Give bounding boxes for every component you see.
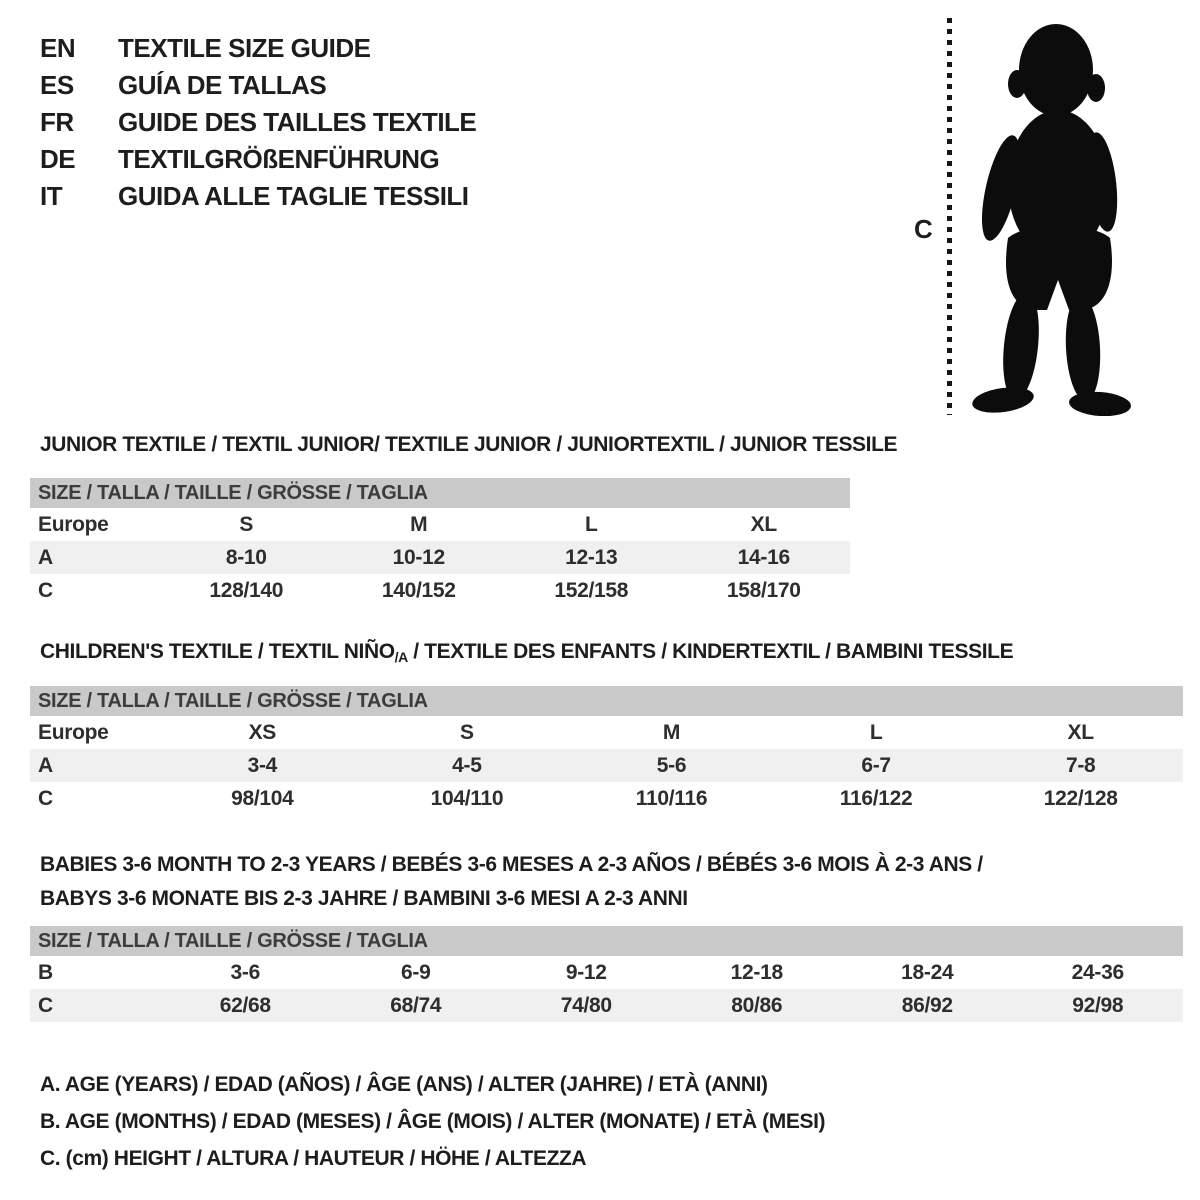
value-cell: 4-5 xyxy=(452,753,482,777)
value-cell: 12-13 xyxy=(565,545,618,569)
value-cell: 92/98 xyxy=(1072,993,1124,1017)
value-cell: 9-12 xyxy=(565,960,607,984)
babies-size-bar: SIZE / TALLA / TAILLE / GRÖSSE / TAGLIA xyxy=(30,926,1183,956)
silhouette-head xyxy=(1019,24,1093,116)
size-header-cell: L xyxy=(869,720,883,744)
language-code: FR xyxy=(40,107,74,137)
value-cell: 14-16 xyxy=(737,545,790,569)
value-cell: 98/104 xyxy=(231,786,294,810)
silhouette-left-ear xyxy=(1008,70,1026,98)
row-label: A xyxy=(38,545,53,569)
measurement-legend xyxy=(40,1066,825,1177)
size-header-cell: S xyxy=(239,512,254,536)
babies-section-heading xyxy=(40,848,983,916)
language-code: EN xyxy=(40,33,76,63)
babies-heading-line1: BABIES 3-6 MONTH TO 2-3 YEARS / BEBÉS 3-6 MESES A 2-3 AÑOS / BÉBÉS 3-6 MOIS À 2-3 ANS / xyxy=(40,853,983,876)
value-cell: 24-36 xyxy=(1071,960,1124,984)
value-cell: 12-18 xyxy=(730,960,783,984)
value-cell: 10-12 xyxy=(392,545,445,569)
language-row-fr xyxy=(40,104,476,141)
children-size-bar: SIZE / TALLA / TAILLE / GRÖSSE / TAGLIA xyxy=(30,686,1183,716)
value-cell: 6-9 xyxy=(401,960,431,984)
size-header-cell: XL xyxy=(750,512,777,536)
height-measure-dashed-line xyxy=(947,18,952,415)
junior-table-header-row xyxy=(30,508,850,541)
language-row-en xyxy=(40,30,476,67)
junior-height-row xyxy=(30,574,850,607)
size-header-cell: M xyxy=(662,720,681,744)
junior-age-row xyxy=(30,541,850,574)
value-cell: 86/92 xyxy=(901,993,953,1017)
babies-age-row xyxy=(30,956,1183,989)
row-label: B xyxy=(38,960,53,984)
junior-size-table xyxy=(30,478,850,607)
children-table-header-row xyxy=(30,716,1183,749)
junior-size-bar: SIZE / TALLA / TAILLE / GRÖSSE / TAGLIA xyxy=(30,478,850,508)
children-heading-pre: CHILDREN'S TEXTILE / TEXTIL NIÑO xyxy=(40,640,395,663)
children-height-row xyxy=(30,782,1183,815)
row-label: A xyxy=(38,753,53,777)
value-cell: 140/152 xyxy=(381,578,456,602)
legend-line-a: A. AGE (YEARS) / EDAD (AÑOS) / ÂGE (ANS) / ALTER (JAHRE) / ETÀ (ANNI) xyxy=(40,1072,768,1096)
row-label: C xyxy=(38,786,53,810)
value-cell: 7-8 xyxy=(1065,753,1096,777)
row-label: C xyxy=(38,578,53,602)
value-cell: 3-6 xyxy=(230,960,260,984)
silhouette-right-leg xyxy=(1063,294,1103,402)
value-cell: 104/110 xyxy=(430,786,504,810)
junior-section-heading: JUNIOR TEXTILE / TEXTIL JUNIOR/ TEXTILE JUNIOR / JUNIORTEXTIL / JUNIOR TESSILE xyxy=(40,433,898,456)
children-heading-post: / TEXTILE DES ENFANTS / KINDERTEXTIL / BAMBINI TESSILE xyxy=(407,640,1014,663)
region-header-cell: Europe xyxy=(38,720,109,744)
value-cell: 158/170 xyxy=(726,578,801,602)
size-header-cell: XL xyxy=(1067,720,1094,744)
height-measure-label: C xyxy=(914,214,933,244)
value-cell: 116/122 xyxy=(839,786,913,810)
size-header-cell: L xyxy=(584,512,598,536)
value-cell: 8-10 xyxy=(225,545,267,569)
language-title: TEXTILGRÖßENFÜHRUNG xyxy=(118,144,440,174)
language-title: GUIDE DES TAILLES TEXTILE xyxy=(118,107,477,137)
children-heading-sub: /A xyxy=(394,649,408,665)
value-cell: 128/140 xyxy=(209,578,284,602)
value-cell: 74/80 xyxy=(560,993,612,1017)
toddler-silhouette-figure xyxy=(963,16,1138,416)
language-title: GUÍA DE TALLAS xyxy=(118,70,327,100)
value-cell: 5-6 xyxy=(656,753,687,777)
size-header-cell: M xyxy=(410,512,428,536)
toddler-silhouette-icon xyxy=(963,16,1138,416)
value-cell: 152/158 xyxy=(554,578,629,602)
value-cell: 110/116 xyxy=(635,786,708,810)
legend-line-b: B. AGE (MONTHS) / EDAD (MESES) / ÂGE (MOIS) / ALTER (MONATE) / ETÀ (MESI) xyxy=(40,1109,826,1133)
value-cell: 6-7 xyxy=(861,753,891,777)
babies-heading-line2: BABYS 3-6 MONATE BIS 2-3 JAHRE / BAMBINI 3-6 MESI A 2-3 ANNI xyxy=(40,887,688,910)
language-row-it xyxy=(40,178,476,215)
silhouette-right-ear xyxy=(1087,74,1105,102)
value-cell: 122/128 xyxy=(1043,786,1118,810)
children-section-heading xyxy=(40,640,1013,665)
language-row-de xyxy=(40,141,476,178)
size-header-cell: S xyxy=(460,720,474,744)
row-label: C xyxy=(38,993,53,1017)
value-cell: 18-24 xyxy=(901,960,954,984)
babies-size-table xyxy=(30,926,1183,1022)
babies-height-row xyxy=(30,989,1183,1022)
language-code: IT xyxy=(40,181,63,211)
region-header-cell: Europe xyxy=(38,512,109,536)
language-row-es xyxy=(40,67,476,104)
language-title: GUIDA ALLE TAGLIE TESSILI xyxy=(118,181,469,211)
language-title-list xyxy=(40,30,476,215)
value-cell: 62/68 xyxy=(219,993,271,1017)
value-cell: 3-4 xyxy=(247,753,278,777)
language-code: DE xyxy=(40,144,76,174)
size-header-cell: XS xyxy=(248,720,276,744)
language-code: ES xyxy=(40,70,74,100)
language-title: TEXTILE SIZE GUIDE xyxy=(118,33,371,63)
value-cell: 68/74 xyxy=(390,993,442,1017)
children-age-row xyxy=(30,749,1183,782)
value-cell: 80/86 xyxy=(731,993,783,1017)
children-size-table xyxy=(30,686,1183,815)
legend-line-c: C. (cm) HEIGHT / ALTURA / HAUTEUR / HÖHE / ALTEZZA xyxy=(40,1146,587,1170)
